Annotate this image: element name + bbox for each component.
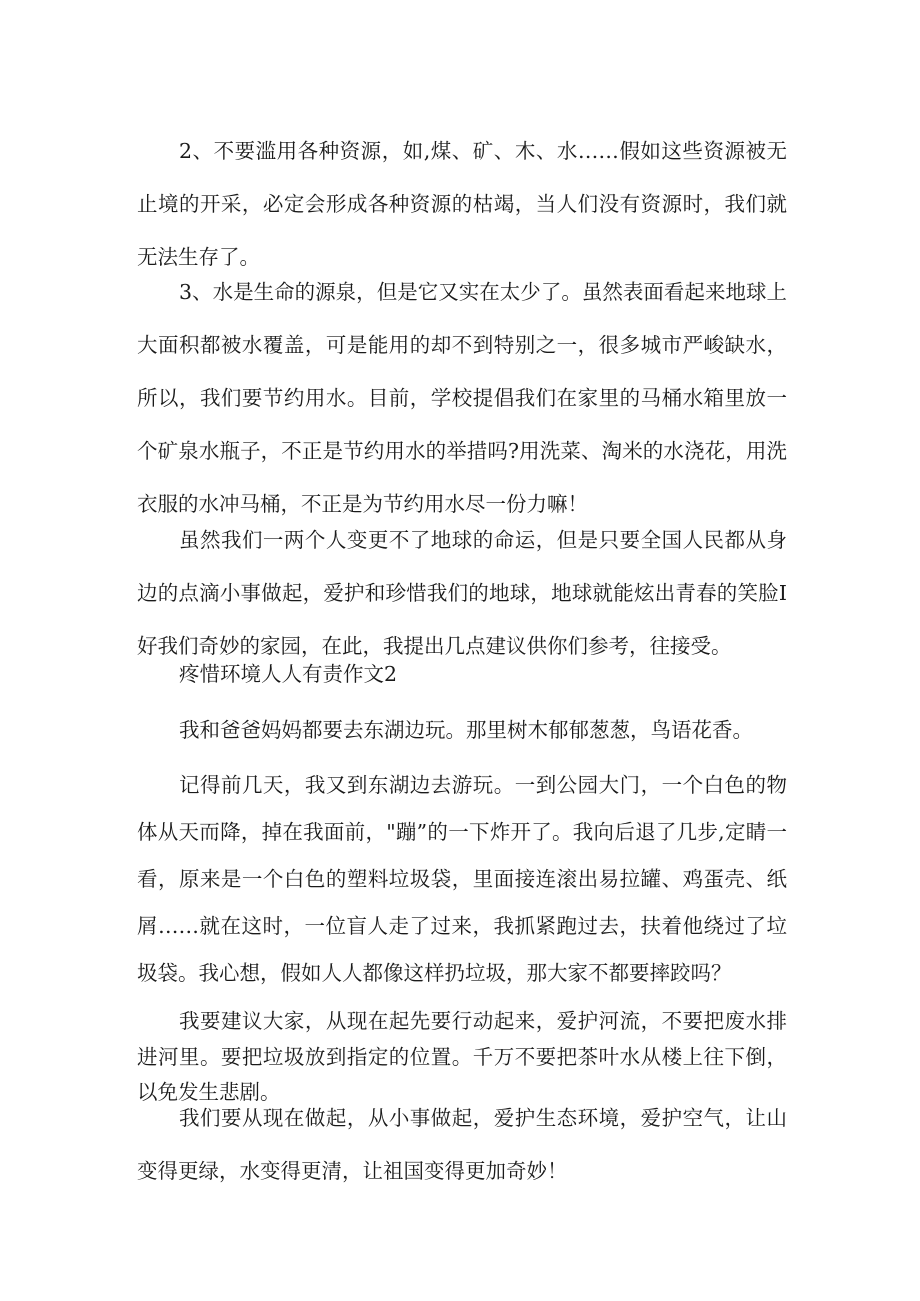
paragraph-water: 3、水是生命的源泉，但是它又实在太少了。虽然表面看起来地球上大面积都被水覆盖，可是能用的却不到特别之一，很多城市严峻缺水，所以，我们要节约用水。目前，学校提倡我们在家里的马桶水箱里放一个矿泉水瓶子，不正是节约用水的举措吗?用洗菜、淘米的水浇花，用洗衣服的水冲马桶，不正是为节约用水尽一份力嘛！	[137, 280, 787, 516]
essay-heading: 疼惜环境人人有责作文2	[179, 662, 398, 686]
paragraph-resources: 2、不要滥用各种资源，如,煤、矿、木、水……假如这些资源被无止境的开采，必定会形成各种资源的枯竭，当人们没有资源时，我们就无法生存了。	[137, 139, 787, 269]
paragraph-conclusion: 我们要从现在做起，从小事做起，爱护生态环境，爱护空气，让山变得更绿，水变得更清，让祖国变得更加奇妙！	[137, 1106, 787, 1183]
paragraph-garbage-bag: 记得前几天，我又到东湖边去游玩。一到公园大门，一个白色的物体从天而降，掉在我面前，"蹦”的一下炸开了。我向后退了几步,定睛一看，原来是一个白色的塑料垃圾袋，里面接连滚出易拉罐、鸡蛋壳、纸屑……就在这时，一位盲人走了过来，我抓紧跑过去，扶着他绕过了垃圾袋。我心想，假如人人都像这样扔垃圾，那大家不都要摔跤吗？	[137, 773, 787, 985]
paragraph-suggestion: 我要建议大家，从现在起先要行动起来，爱护河流，不要把废水排进河里。要把垃圾放到指定的位置。千万不要把茶叶水从楼上往下倒，以免发生悲剧。	[137, 1009, 787, 1104]
paragraph-east-lake: 我和爸爸妈妈都要去东湖边玩。那里树木郁郁葱葱，鸟语花香。	[179, 718, 753, 742]
paragraph-protect-earth: 虽然我们一两个人变更不了地球的命运，但是只要全国人民都从身边的点滴小事做起，爱护和珍惜我们的地球，地球就能炫出青春的笑脸I好我们奇妙的家园，在此，我提出几点建议供你们参考，往接受。	[137, 528, 787, 658]
